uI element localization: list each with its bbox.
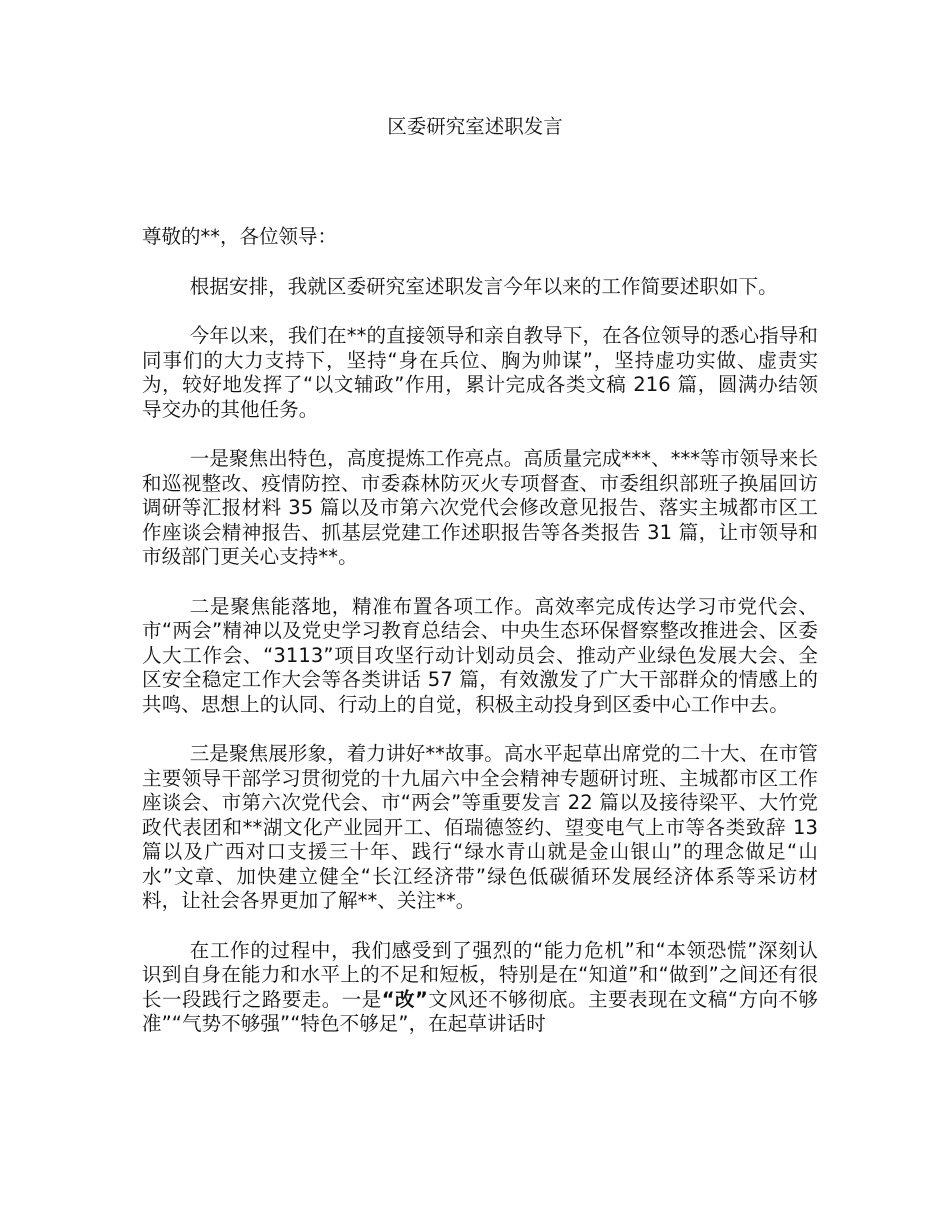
shortcomings-text-start: 在工作的过程中，我们感受到了强烈的“能力危机”和“本领恐慌”深刻认识到自身在能力和水平上的不足和短板，特别是在“知道”和“做到”之间还有很长一段践行之路要走。一是 bbox=[142, 938, 818, 1011]
paragraph-point-three: 三是聚焦展形象，着力讲好**故事。高水平起草出席党的二十大、在市管主要领导干部学习贯彻党的十九届六中全会精神专题研讨班、主城都市区工作座谈会、市第六次党代会、市“两会”等重要发言 22 篇以及接待梁平、大竹党政代表团和**湖文化产业园开工、佰瑞德签约、望变电气上市等各类致辞 13 篇以及广西对口支援三十年、践行“绿水青山就是金山银山”的理念做足“山水”文章、加快建立健全“长江经济带”绿色低碳循环发展经济体系等采访材料，让社会各界更加了解**、关注**。 bbox=[142, 742, 818, 912]
salutation: 尊敬的**，各位领导： bbox=[142, 225, 338, 248]
paragraph-point-one: 一是聚焦出特色，高度提炼工作亮点。高质量完成***、***等市领导来长和巡视整改、疫情防控、市委森林防灭火专项督查、市委组织部班子换届回访调研等汇报材料 35 篇以及市第六次党代会修改意见报告、落实主城都市区工作座谈会精神报告、抓基层党建工作述职报告等各类报告 31 篇，让市领导和市级部门更关心支持**。 bbox=[142, 447, 818, 568]
shortcomings-bold-term: “改” bbox=[381, 987, 428, 1011]
document-title: 区委研究室述职发言 bbox=[387, 115, 563, 138]
paragraph-intro: 根据安排，我就区委研究室述职发言今年以来的工作简要述职如下。 bbox=[189, 274, 778, 298]
paragraph-summary: 今年以来，我们在**的直接领导和亲自教导下，在各位领导的悉心指导和同事们的大力支持下，坚持“身在兵位、胸为帅谋”，坚持虚功实做、虚责实为，较好地发挥了“以文辅政”作用，累计完成各类文稿 216 篇，圆满办结领导交办的其他任务。 bbox=[142, 324, 818, 421]
paragraph-shortcomings bbox=[142, 939, 818, 1037]
shortcomings-text-end: 文风还不够彻底。主要表现在文稿“方向不够准”“气势不够强”“特色不够足”，在起草讲话时 bbox=[142, 987, 818, 1035]
document-body bbox=[142, 225, 818, 1062]
paragraph-point-two: 二是聚焦能落地，精准布置各项工作。高效率完成传达学习市党代会、市“两会”精神以及党史学习教育总结会、中央生态环保督察整改推进会、区委人大工作会、“3113”项目攻坚行动计划动员会、推动产业绿色发展大会、全区安全稳定工作大会等各类讲话 57 篇，有效激发了广大干部群众的情感上的共鸣、思想上的认同、行动上的自觉，积极主动投身到区委中心工作中去。 bbox=[142, 594, 818, 716]
